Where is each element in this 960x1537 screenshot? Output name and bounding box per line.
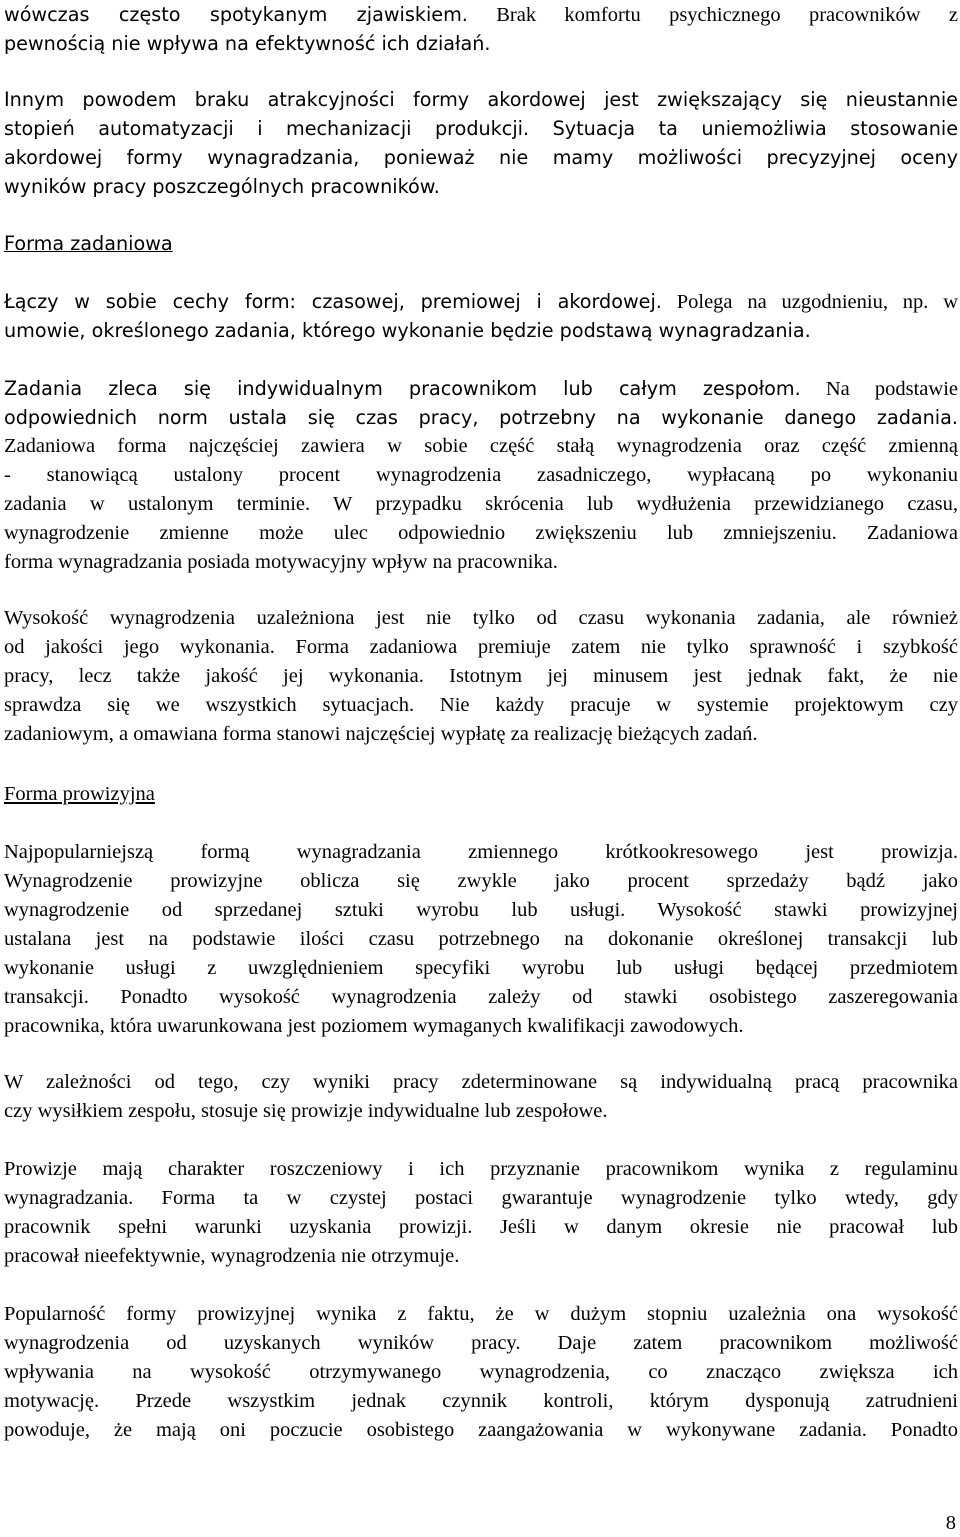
text-line: pracownika, która uwarunkowana jest poziomem wymaganych kwalifikacji zawodowych.	[4, 1015, 744, 1037]
text-line: transakcji. Ponadto wysokość wynagrodzenia zależy od stawki osobistego zaszeregowania	[4, 986, 958, 1008]
text-line: Innym powodem braku atrakcyjności formy akordowej jest zwiększający się nieustannie	[4, 88, 958, 111]
text-line: - stanowiącą ustalony procent wynagrodzenia zasadniczego, wypłacaną po wykonaniu	[4, 464, 958, 486]
text-line: motywację. Przede wszystkim jednak czynnik kontroli, którym dysponują zatrudnieni	[4, 1390, 958, 1412]
text-line: wynagrodzenia od uzyskanych wyników pracy. Daje zatem pracownikom możliwość	[4, 1332, 958, 1354]
text-line: Wynagrodzenie prowizyjne oblicza się zwykle jako procent sprzedaży bądź jako	[4, 870, 958, 892]
paragraph-automation	[4, 85, 958, 201]
text-line: od jakości jego wykonania. Forma zadaniowa premiuje zatem nie tylko sprawność i szybkość	[4, 636, 958, 658]
text-line: pracownik spełni warunki uzyskania prowizji. Jeśli w danym okresie nie pracował lub	[4, 1216, 958, 1238]
text-line: wykonanie usługi z uwzględnieniem specyfiki wyrobu lub usługi będącej przedmiotem	[4, 957, 958, 979]
text-line: wynagradzania. Forma ta w czystej postaci gwarantuje wynagrodzenie tylko wtedy, gdy	[4, 1187, 958, 1209]
heading-forma-zadaniowa: Forma zadaniowa	[4, 232, 173, 255]
text-line: Najpopularniejszą formą wynagradzania zmiennego krótkookresowego jest prowizja.	[4, 841, 958, 863]
paragraph-prowizja-claims	[4, 1155, 958, 1271]
heading-forma-prowizyjna: Forma prowizyjna	[4, 783, 155, 805]
text-line: wówczas często spotykanym zjawiskiem. Brak komfortu psychicznego pracowników z	[4, 3, 958, 26]
text-line: Łączy w sobie cechy form: czasowej, premiowej i akordowej. Polega na uzgodnieniu, np. w	[4, 290, 958, 313]
text-line: pewnością nie wpływa na efektywność ich działań.	[4, 32, 491, 55]
paragraph-prowizja-popularity	[4, 1300, 958, 1445]
text-line: W zależności od tego, czy wyniki pracy zdeterminowane są indywidualną pracą pracownika	[4, 1071, 958, 1093]
text-line: wynagrodzenie od sprzedanej sztuki wyrobu lub usługi. Wysokość stawki prowizyjnej	[4, 899, 958, 921]
text-line: ustalana jest na podstawie ilości czasu potrzebnego na dokonanie określonej transakcji lub	[4, 928, 958, 950]
text-line: sprawdza się we wszystkich sytuacjach. Nie każdy pracuje w systemie projektowym czy	[4, 694, 958, 716]
text-line: akordowej formy wynagradzania, ponieważ nie mamy możliwości precyzyjnej oceny	[4, 146, 958, 169]
text-line: zadaniowym, a omawiana forma stanowi najczęściej wypłatę za realizację bieżących zadań.	[4, 723, 758, 745]
paragraph-prowizja-types	[4, 1068, 958, 1126]
paragraph-zadaniowa-quality	[4, 604, 958, 749]
text-line: forma wynagradzania posiada motywacyjny wpływ na pracownika.	[4, 551, 558, 573]
text-line: wyników pracy poszczególnych pracowników.	[4, 175, 440, 198]
text-line: czy wysiłkiem zespołu, stosuje się prowizje indywidualne lub zespołowe.	[4, 1100, 608, 1122]
text-line: Popularność formy prowizyjnej wynika z faktu, że w dużym stopniu uzależnia ona wysokość	[4, 1303, 958, 1325]
text-line: powoduje, że mają oni poczucie osobistego zaangażowania w wykonywane zadania. Ponadto	[4, 1419, 958, 1441]
paragraph-zadaniowa-details	[4, 374, 958, 577]
text-line: pracy, lecz także jakość jej wykonania. Istotnym jej minusem jest jednak fakt, że nie	[4, 665, 958, 687]
text-line: Zadania zleca się indywidualnym pracownikom lub całym zespołom. Na podstawie	[4, 377, 958, 400]
text-line: pracował nieefektywnie, wynagrodzenia nie otrzymuje.	[4, 1245, 460, 1267]
text-line: Prowizje mają charakter roszczeniowy i ich przyznanie pracownikom wynika z regulaminu	[4, 1158, 958, 1180]
text-line: Zadaniowa forma najczęściej zawiera w sobie część stałą wynagrodzenia oraz część zmienną	[4, 435, 958, 457]
text-line: zadania w ustalonym terminie. W przypadku skrócenia lub wydłużenia przewidzianego czasu,	[4, 493, 958, 515]
text-line: wynagrodzenie zmienne może ulec odpowiednio zwiększeniu lub zmniejszeniu. Zadaniowa	[4, 522, 958, 544]
paragraph-prowizja-definition	[4, 838, 958, 1041]
text-line: stopień automatyzacji i mechanizacji produkcji. Sytuacja ta uniemożliwia stosowanie	[4, 117, 958, 140]
text-line: wpływania na wysokość otrzymywanego wynagrodzenia, co znacząco zwiększa ich	[4, 1361, 958, 1383]
paragraph-zadaniowa-definition	[4, 287, 958, 345]
text-line: odpowiednich norm ustala się czas pracy, potrzebny na wykonanie danego zadania.	[4, 406, 958, 429]
text-line: umowie, określonego zadania, którego wykonanie będzie podstawą wynagradzania.	[4, 319, 811, 342]
text-line: Wysokość wynagrodzenia uzależniona jest nie tylko od czasu wykonania zadania, ale również	[4, 607, 958, 629]
paragraph-intro	[4, 0, 958, 58]
page-number: 8	[945, 1512, 956, 1534]
